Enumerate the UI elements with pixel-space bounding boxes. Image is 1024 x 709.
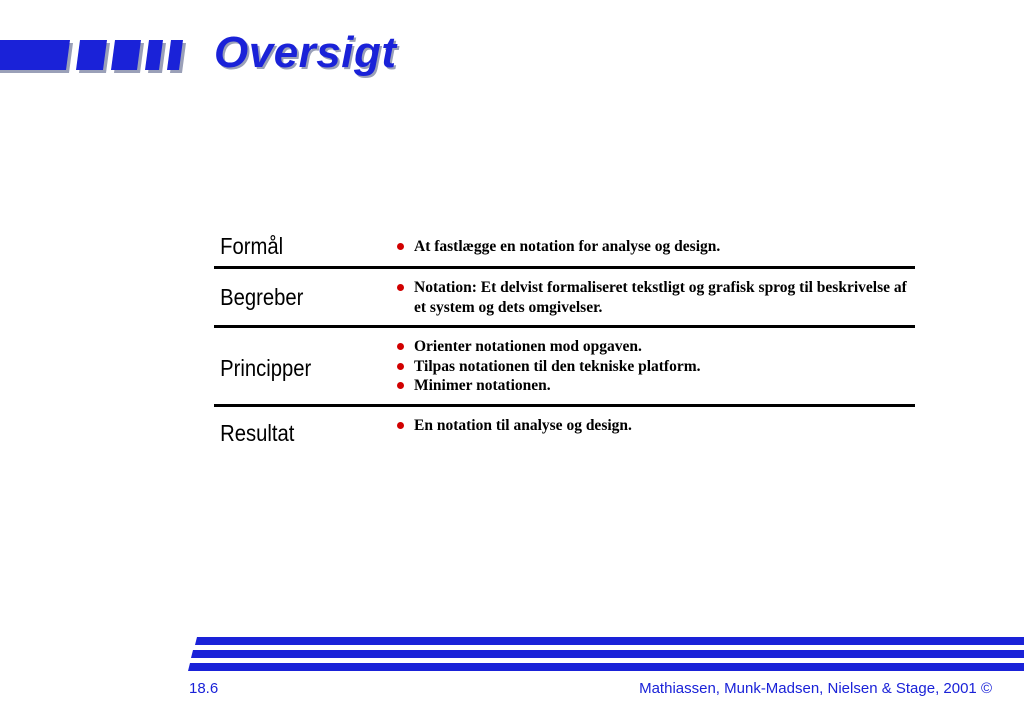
footer-stripes-decoration: [188, 637, 1024, 671]
bullet-text: Tilpas notationen til den tekniske platform.: [414, 357, 701, 375]
row-content: [394, 328, 915, 404]
overview-table: [214, 226, 915, 447]
slide-number: 18.6: [189, 680, 219, 697]
bullet-dot-icon: [397, 422, 404, 429]
table-row-principper: [214, 325, 915, 404]
bullet-list: [397, 416, 915, 436]
row-label: Resultat: [220, 420, 295, 446]
footer-credit: Mathiassen, Munk-Madsen, Nielsen & Stage, 2001 ©: [639, 680, 992, 697]
row-content: [394, 407, 915, 447]
table-row-resultat: [214, 404, 915, 447]
slide-title: Oversigt: [214, 28, 397, 77]
row-label: Principper: [220, 354, 312, 381]
bullet-text: Orienter notationen mod opgaven.: [414, 338, 642, 355]
title-stripes-decoration: [0, 40, 190, 74]
list-item: [397, 376, 915, 396]
bullet-list: [397, 237, 915, 257]
row-label: Formål: [220, 232, 284, 259]
table-row-formaal: [214, 226, 915, 266]
list-item: [397, 237, 915, 257]
bullet-text: At fastlægge en notation for analyse og design.: [414, 238, 721, 255]
bullet-dot-icon: [397, 363, 404, 370]
bullet-text: Notation: Et delvist formaliseret tekstligt og grafisk sprog til beskrivelse af et system og dets omgivelser.: [414, 279, 907, 316]
bullet-list: [397, 278, 915, 317]
bullet-dot-icon: [397, 382, 404, 389]
list-item: [397, 357, 915, 377]
bullet-dot-icon: [397, 343, 404, 350]
row-content: [394, 269, 915, 325]
table-row-begreber: [214, 266, 915, 325]
bullet-list: [397, 337, 915, 396]
list-item: [397, 278, 915, 317]
row-content: [394, 226, 915, 266]
bullet-text: Minimer notationen.: [414, 377, 551, 394]
bullet-text: En notation til analyse og design.: [414, 417, 632, 434]
row-label: Begreber: [220, 283, 304, 310]
list-item: [397, 416, 915, 436]
bullet-dot-icon: [397, 284, 404, 291]
list-item: [397, 337, 915, 357]
bullet-dot-icon: [397, 243, 404, 250]
